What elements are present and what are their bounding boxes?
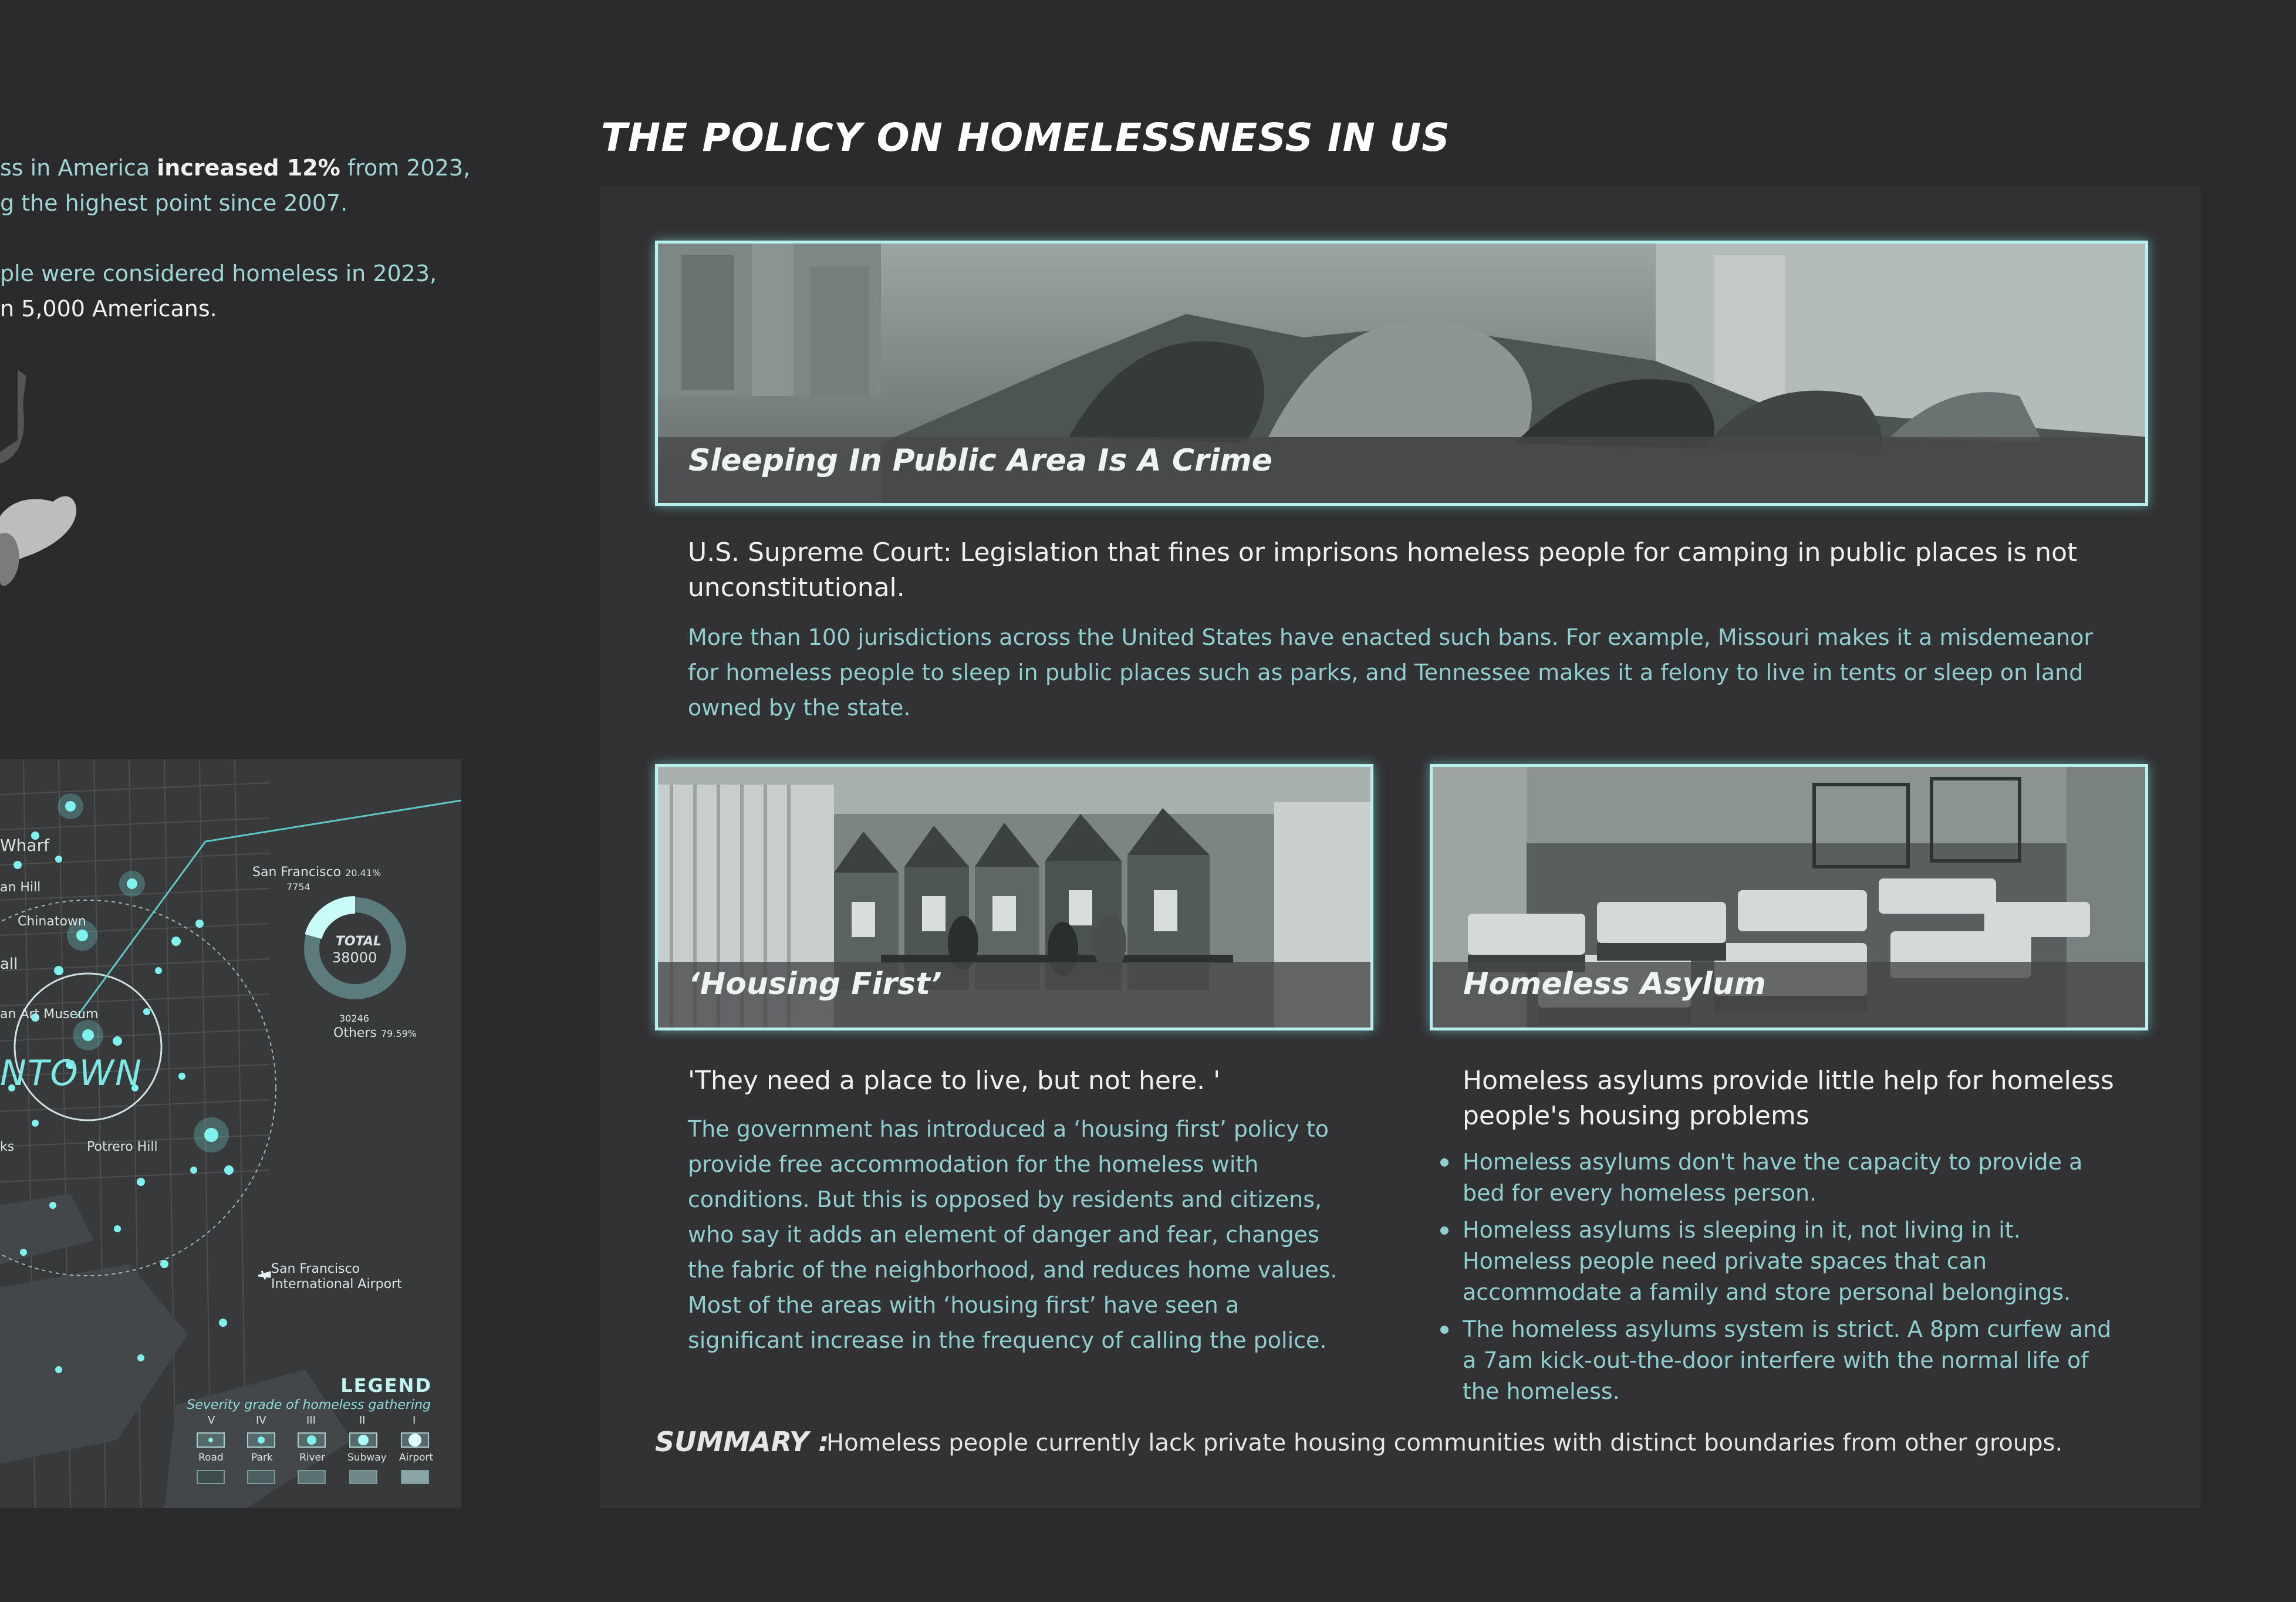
crime-headline: U.S. Supreme Court: Legislation that fines or imprisons homeless people for camping in public places is not unconstitutional. <box>688 538 2078 603</box>
map-label-museum: an Art Museum <box>0 1007 99 1022</box>
legend-type: Subway <box>347 1452 387 1464</box>
map-label-chinatown: Chinatown <box>18 914 86 929</box>
donut-others-value: 30246 <box>339 1013 369 1024</box>
intro-line-1: ss in America increased 12% from 2023, <box>0 155 471 181</box>
donut-others-label: Others 79.59% <box>333 1026 417 1040</box>
legend-grade: II <box>359 1414 366 1427</box>
housing-first-caption: ‘Housing First’ <box>688 966 942 1002</box>
map-label-ks: ks <box>0 1140 15 1154</box>
homeless-map <box>0 759 461 1508</box>
map-label-wharf: Wharf <box>0 836 49 855</box>
map-label-airport-2: International Airport <box>271 1277 402 1292</box>
legend-grade: V <box>208 1414 215 1427</box>
housing-first-photo-card <box>655 764 1373 1030</box>
asylum-headline: Homeless asylums provide little help for homeless people's housing problems <box>1463 1066 2114 1131</box>
legend-subtitle: Severity grade of homeless gathering <box>187 1398 431 1412</box>
crime-caption: Sleeping In Public Area Is A Crime <box>688 443 1272 478</box>
map-label-all: all <box>0 955 18 973</box>
legend-type: River <box>299 1452 326 1464</box>
legend-type: Airport <box>399 1452 434 1464</box>
summary-text: Homeless people currently lack private housing communities with distinct boundaries from other groups. <box>826 1429 2063 1456</box>
map-label-airport-1: San Francisco <box>271 1262 360 1276</box>
intro-line-2: g the highest point since 2007. <box>0 190 348 216</box>
intro-line-3: ple were considered homeless in 2023, <box>0 261 437 286</box>
crime-body: More than 100 jurisdictions across the United States have enacted such bans. For example, Missouri makes it a misdemeanor for homeless people to sleep in public places such as parks, and Tennessee makes it a felony to live in tents or sleep on land owned by the state. <box>688 624 2094 721</box>
map-label-potrero: Potrero Hill <box>87 1140 158 1154</box>
legend-grade: I <box>413 1414 416 1427</box>
legend-grade: III <box>306 1414 316 1427</box>
donut-sf-label: San Francisco 20.41% <box>252 865 381 880</box>
map-label-downtown: NTOWN <box>0 1053 143 1094</box>
legend-grade: IV <box>256 1414 266 1427</box>
list-item: Homeless asylums don't have the capacity to provide a bed for every homeless person. <box>1438 1147 2119 1209</box>
camping-photo-card <box>655 241 2148 506</box>
asylum-photo-card <box>1430 764 2148 1030</box>
map-label-hill: an Hill <box>0 880 41 895</box>
housing-body: The government has introduced a ‘housing first’ policy to provide free accommodation for the homeless with conditions. But this is opposed by residents and citizens, who say it adds an element of danger and fear, changes the fabric of the neighborhood, and reduces home values. Most of the areas with ‘housing first’ have seen a significant increase in the frequency of calling the police. <box>688 1116 1338 1353</box>
housing-headline: 'They need a place to live, but not here. ' <box>688 1066 1221 1096</box>
donut-sf-value: 7754 <box>286 881 310 893</box>
legend-type: Park <box>251 1452 273 1464</box>
intro-line-4: n 5,000 Americans. <box>0 296 217 322</box>
person-illustration <box>0 370 82 593</box>
asylum-bullet-list <box>1438 1147 2119 1413</box>
donut-total-label: TOTAL <box>336 934 382 949</box>
summary-label: SUMMARY : <box>655 1426 829 1458</box>
list-item: Homeless asylums is sleeping in it, not living in it. Homeless people need private spaces that can accommodate a family and store personal belongings. <box>1438 1215 2119 1308</box>
donut-total-value: 38000 <box>332 949 377 966</box>
legend-type: Road <box>198 1452 224 1464</box>
list-item: The homeless asylums system is strict. A 8pm curfew and a 7am kick-out-the-door interfere with the normal life of the homeless. <box>1438 1314 2119 1407</box>
legend-title: LEGEND <box>340 1374 432 1397</box>
section-title: THE POLICY ON HOMELESSNESS IN US <box>601 115 1450 160</box>
asylum-caption: Homeless Asylum <box>1463 966 1766 1002</box>
